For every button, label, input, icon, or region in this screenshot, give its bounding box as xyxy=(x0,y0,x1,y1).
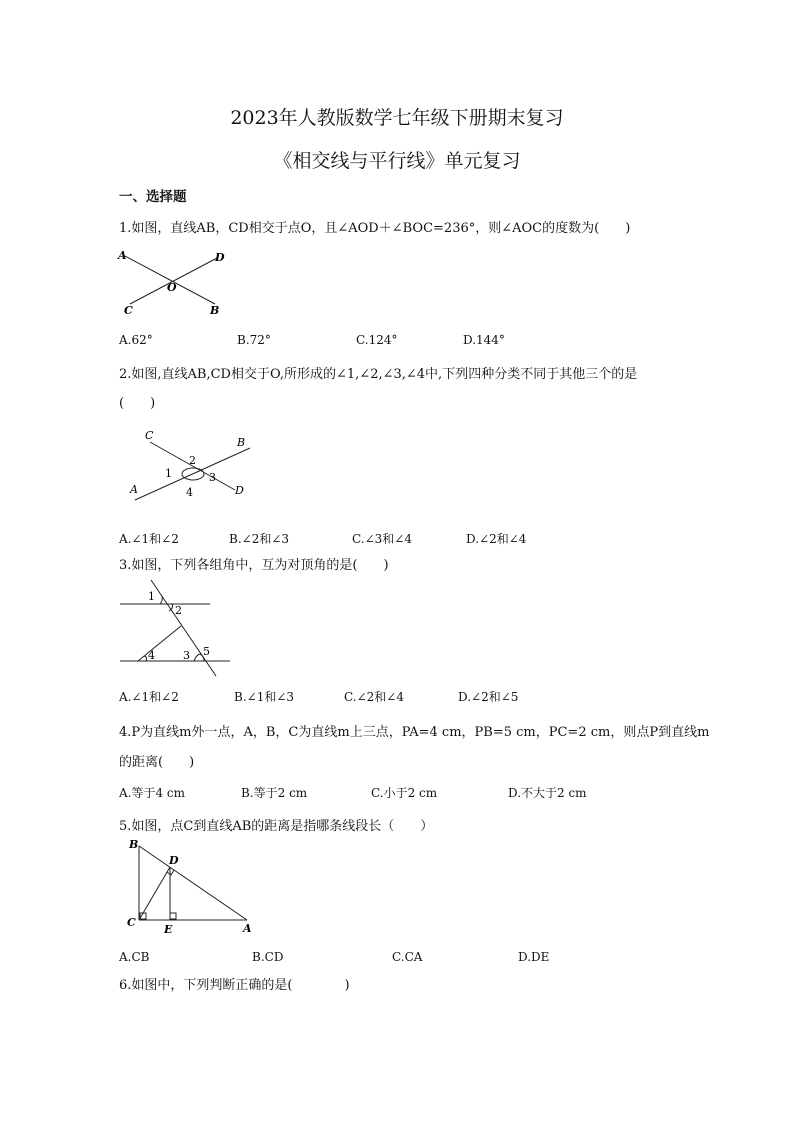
angle-5-label: 5 xyxy=(203,645,210,658)
q3-option-d: D.∠2和∠5 xyxy=(458,690,519,704)
angle-arc-3 xyxy=(194,654,200,661)
document-title-line2: 《相交线与平行线》单元复习 xyxy=(273,150,521,172)
question-3-figure xyxy=(118,578,238,678)
label-e: E xyxy=(164,923,173,936)
document-title-line1: 2023年人教版数学七年级下册期末复习 xyxy=(230,107,564,129)
label-a: A xyxy=(118,249,127,262)
angle-1-label: 1 xyxy=(148,590,155,603)
question-3-text: 3.如图，下列各组角中，互为对顶角的是( ) xyxy=(119,558,389,573)
line-ab xyxy=(125,256,215,304)
question-1-text: 1.如图，直线AB，CD相交于点O，且∠AOD＋∠BOC=236°，则∠AOC的度数为( ) xyxy=(119,221,631,236)
label-a: A xyxy=(130,483,138,496)
q5-option-c: C.CA xyxy=(392,950,423,964)
segment-ab xyxy=(139,846,247,920)
label-b: B xyxy=(129,838,139,851)
angle-2-label: 2 xyxy=(175,604,182,617)
label-c: C xyxy=(127,916,136,929)
question-5-text: 5.如图，点C到直线AB的距离是指哪条线段长（ ） xyxy=(119,819,434,834)
angle-1-label: 1 xyxy=(165,467,172,480)
q2-option-d: D.∠2和∠4 xyxy=(466,532,527,546)
label-c: C xyxy=(145,429,154,442)
label-b: B xyxy=(210,304,220,317)
label-b: B xyxy=(237,436,246,449)
q4-option-c: C.小于2 cm xyxy=(371,786,438,800)
label-a: A xyxy=(243,922,252,935)
q1-option-d: D.144° xyxy=(463,333,505,347)
q5-option-a: A.CB xyxy=(119,950,150,964)
angle-4-label: 4 xyxy=(148,649,155,662)
label-d: D xyxy=(215,251,225,264)
question-4-text-line1: 4.P为直线m外一点，A，B，C为直线m上三点，PA=4 cm，PB=5 cm，PC=2 cm，则点P到直线m xyxy=(119,725,710,740)
angle-2-label: 2 xyxy=(189,454,196,467)
q2-option-c: C.∠3和∠4 xyxy=(352,532,412,546)
q1-option-b: B.72° xyxy=(237,333,271,347)
question-4-text-line2: 的距离( ) xyxy=(119,755,195,770)
q5-option-d: D.DE xyxy=(518,950,550,964)
question-5-figure xyxy=(125,836,265,936)
q1-option-c: C.124° xyxy=(356,333,398,347)
label-d: D xyxy=(235,484,244,497)
angle-3-label: 3 xyxy=(209,471,216,484)
question-6-text: 6.如图中，下列判断正确的是( ) xyxy=(119,978,350,993)
q3-option-b: B.∠1和∠3 xyxy=(234,690,295,704)
question-2-text-line1: 2.如图,直线AB,CD相交于O,所形成的∠1,∠2,∠3,∠4中,下列四种分类不同于其他三个的是 xyxy=(119,367,638,382)
q3-option-a: A.∠1和∠2 xyxy=(119,690,179,704)
segment-cd xyxy=(139,867,170,920)
q2-option-b: B.∠2和∠3 xyxy=(229,532,290,546)
label-d: D xyxy=(169,854,179,867)
q2-option-a: A.∠1和∠2 xyxy=(119,532,179,546)
angle-arc-4 xyxy=(144,656,147,661)
q5-option-b: B.CD xyxy=(252,950,284,964)
angle-arc-1 xyxy=(160,596,162,604)
q3-option-c: C.∠2和∠4 xyxy=(344,690,404,704)
q4-option-b: B.等于2 cm xyxy=(241,786,308,800)
angle-3-label: 3 xyxy=(183,649,190,662)
question-2-figure xyxy=(125,426,265,506)
label-o: O xyxy=(167,281,177,294)
question-1-figure xyxy=(115,248,235,318)
q4-option-d: D.不大于2 cm xyxy=(508,786,587,800)
section-heading: 一、选择题 xyxy=(119,189,187,205)
label-c: C xyxy=(124,304,133,317)
q1-option-a: A.62° xyxy=(119,333,153,347)
angle-4-label: 4 xyxy=(186,486,193,499)
question-2-text-line2: ( ) xyxy=(119,396,156,411)
right-angle-e xyxy=(170,913,176,919)
q4-option-a: A.等于4 cm xyxy=(119,786,186,800)
